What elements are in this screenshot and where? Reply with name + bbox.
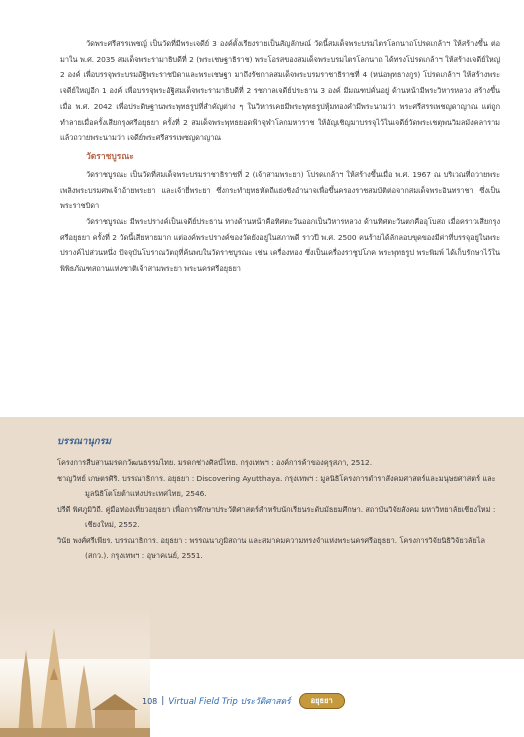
paragraph-3: วัดราชบูรณะ มีพระปรางค์เป็นเจดีย์ประธาน ทางด้านหน้าคือทิศตะวันออกเป็นวิหารหลวง ด้านทิศตะวันตกคืออุโบสถ เมื่อคราวเสียกรุงศรีอยุธยา ครั้งที่ 2 วัดนี้เสียหายมาก แต่องค์พระปรางค์ของวัดยังอยู่ในสภาพดี ราวปี พ.ศ. 2500 คนร้ายได้ลักลอบขุดของมีค่าที่บรรจุอยู่ในพระปรางค์ไปส่วนหนึ่ง ปัจจุบันโบราณวัตถุที่ค้นพบในวัดราชบูรณะ เช่น เครื่องทอง ซึ่งเป็นเครื่องราชูปโภค พระพุทธรูป พระพิมพ์ ได้เก็บรักษาไว้ในพิพิธภัณฑสถานแห่งชาติเจ้าสามพระยา พระนครศรีอยุธยา bbox=[60, 217, 500, 274]
page-number: 108 bbox=[142, 696, 158, 706]
bibliography-entry: ปรีดี พิศภูมิวิถี. คู่มือท่องเที่ยวอยุธยา เพื่อการศึกษาประวัติศาสตร์สำหรับนักเรียนระดับมัธยมศึกษา. สถาบันวิจัยสังคม มหาวิทยาลัยเชียงใหม่ : เชียงใหม่, 2552. bbox=[57, 504, 496, 529]
main-text-area bbox=[60, 36, 500, 277]
footer-separator: | bbox=[161, 696, 165, 706]
page-footer bbox=[142, 692, 345, 710]
section-heading: วัดราชบูรณะ bbox=[86, 151, 134, 162]
bibliography-title: บรรณานุกรม bbox=[57, 436, 111, 447]
paragraph-2: วัดราชบูรณะ เป็นวัดที่สมเด็จพระบรมราชาธิราชที่ 2 (เจ้าสามพระยา) โปรดเกล้าฯ ให้สร้างขึ้นเมื่อ พ.ศ. 1967 ณ บริเวณที่ถวายพระเพลิงพระบรมศพเจ้าอ้ายพระยา และเจ้ายี่พระยา ซึ่งกระทำยุทธหัตถีแย่งชิงอำนาจเพื่อขึ้นครองราชสมบัติต่อจากสมเด็จพระอินทราชา ซึ่งเป็นพระราชบิดา bbox=[60, 169, 500, 211]
bibliography-entry: ชาญวิทย์ เกษตรศิริ. บรรณาธิการ. อยุธยา : Discovering Ayutthaya. กรุงเทพฯ : มูลนิธิโครงการตำราสังคมศาสตร์และมนุษยศาสตร์ และมูลนิธิโตโยต้าแห่งประเทศไทย, 2546. bbox=[57, 473, 496, 498]
temple-illustration bbox=[0, 610, 150, 737]
bibliography-entry: วินัย พงศ์ศรีเพียร. บรรณาธิการ. อยุธยา : พรรณนาภูมิสถาน และสมาคมความทรงจำแห่งพระนครศรีอยุธยา. โครงการวิจัยนิธิวิจัยวลัยไล (สกว.). กรุงเทพฯ : อุษาคเนย์, 2551. bbox=[57, 535, 485, 560]
ayutthaya-badge: อยุธยา bbox=[299, 693, 345, 709]
footer-title: Virtual Field Trip ประวัติศาสตร์ bbox=[168, 697, 291, 707]
intro-paragraph: วัดพระศรีสรรเพชญ์ เป็นวัดที่มีพระเจดีย์ 3 องค์ตั้งเรียงรายเป็นสัญลักษณ์ วัดนี้สมเด็จพระบรมไตรโลกนาถโปรดเกล้าฯ ให้สร้างขึ้น ต่อมาใน พ.ศ. 2035 สมเด็จพระรามาธิบดีที่ 2 (พระเชษฐาธิราช) พระโอรสของสมเด็จพระบรมไตรโลกนาถ ได้ทรงโปรดเกล้าฯ ให้สร้างเจดีย์ใหญ่ 2 องค์ เพื่อบรรจุพระบรมอัฐิพระราชบิดาและพระเชษฐา มาถึงรัชกาลสมเด็จพระบรมราชาธิราชที่ 4 (หน่อพุทธางกูร) โปรดเกล้าฯ ให้สร้างพระเจดีย์ใหญ่อีก 1 องค์ เพื่อบรรจุพระอัฐิสมเด็จพระรามาธิบดีที่ 2 รชกาลเจดีย์ประธาน 3 องค์ มีมณฑปคั่นอยู่ ด้านหน้ามีพระวิหารหลวง สร้างขึ้นเมื่อ พ.ศ. 2042 เพื่อประดิษฐานพระพุทธรูปที่สำคัญต่าง ๆ ในวิหารเคยมีพระพุทธรูปหุ้มทองคำมีพระนามว่า พระศรีสรรเพชญดาญาณ แต่ถูกทำลายเมื่อครั้งเสียกรุงศรีอยุธยา ครั้งที่ 2 สมเด็จพระพุทธยอดฟ้าจุฬาโลกมหาราช ให้อัญเชิญมาบรรจุไว้ในเจดีย์วัดพระเชตุพนวิมลมังคลาราม แล้วถวายพระนามว่า เจดีย์พระศรีสรรเพชญดาญาณ bbox=[60, 39, 500, 143]
bibliography-list bbox=[57, 455, 497, 564]
bibliography-entry: โครงการสืบสานมรดกวัฒนธรรมไทย. มรดกช่างศิลป์ไทย. กรุงเทพฯ : องค์การค้าของคุรุสภา, 2512. bbox=[57, 458, 373, 467]
